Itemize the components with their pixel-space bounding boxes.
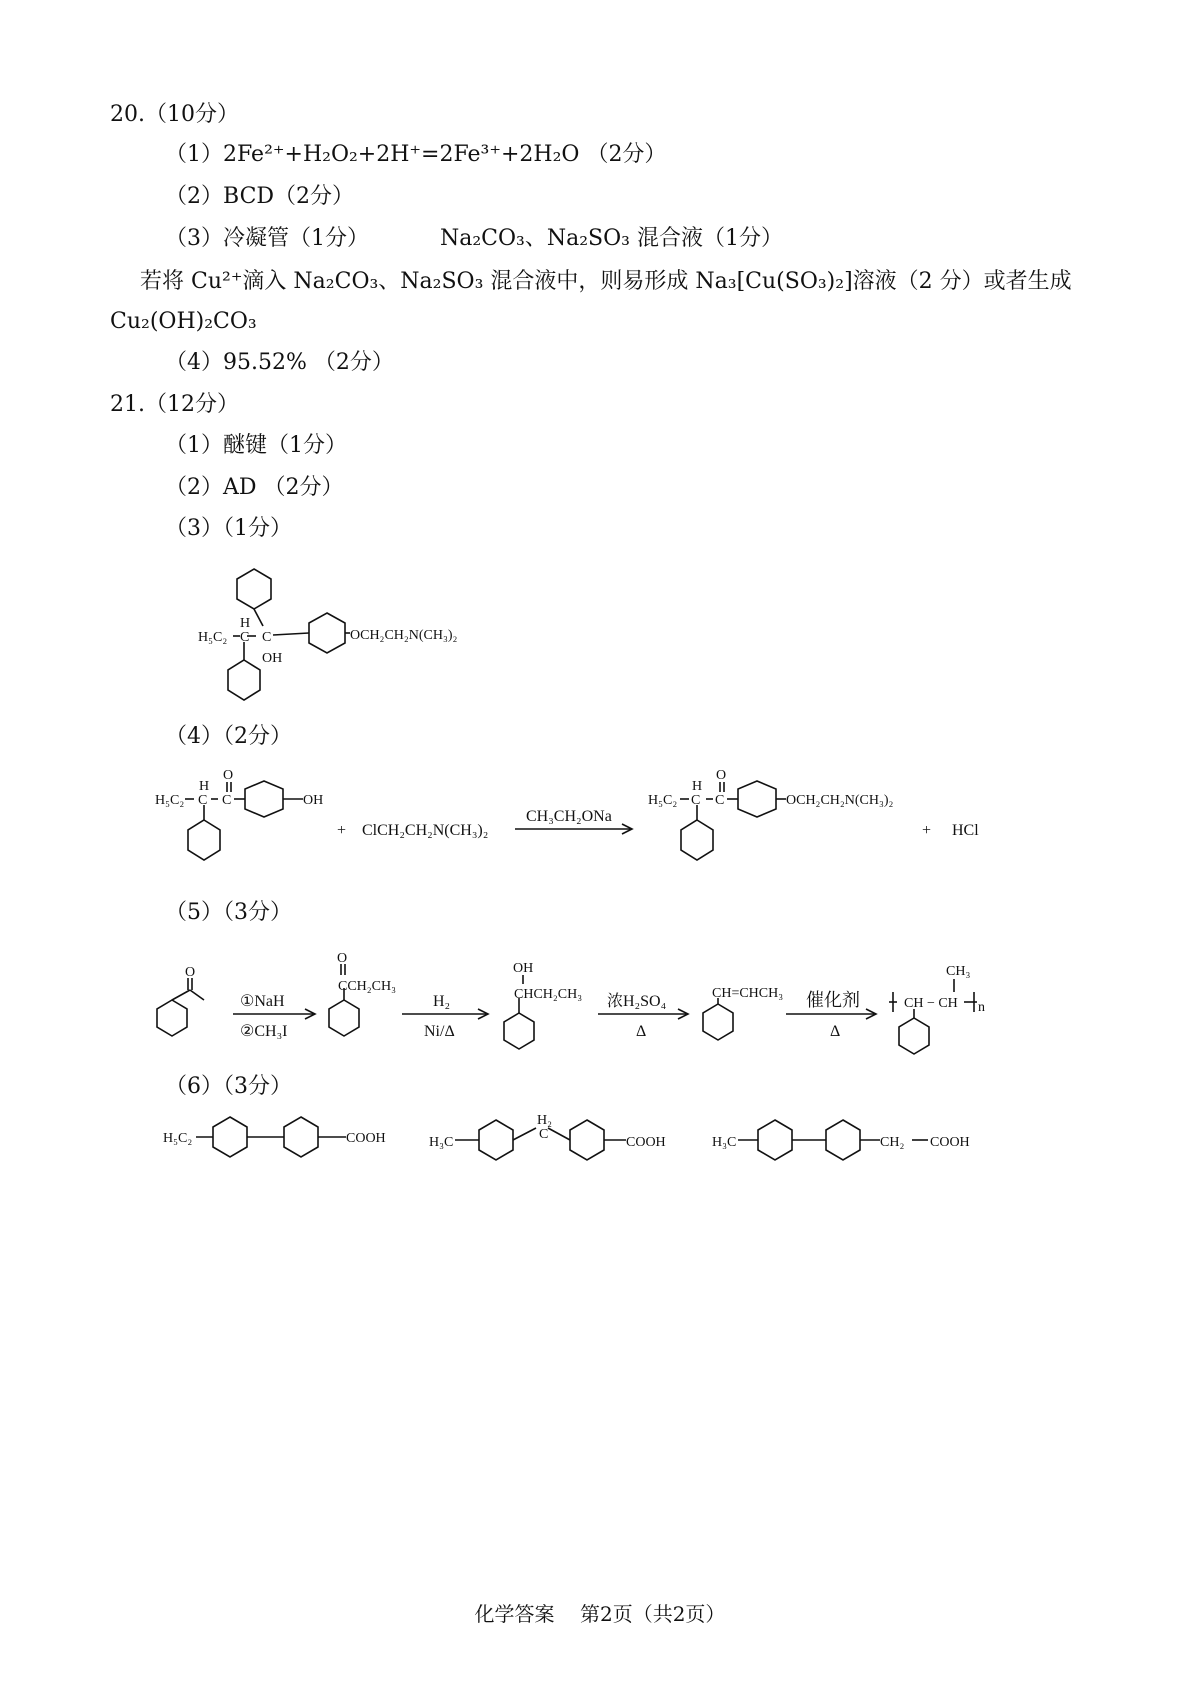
benzene-ring [570,1120,604,1160]
q21-part1: （1）醚键（1分） [165,433,347,458]
q21-part2: （2）AD （2分） [165,475,344,500]
reaction-condition: 浓H₂SO₄ [607,993,667,1010]
carboxyl-group: COOH [930,1135,970,1150]
ethyl-group: H₅C₂ [198,630,228,645]
methylene-c: C [539,1127,549,1142]
q21-title: 21.（12分） [110,392,239,417]
atom-o: O [716,768,727,783]
benzene-ring [479,1120,513,1160]
benzene-ring [245,781,283,817]
q21-part3: （3）（1分） [165,516,292,541]
benzene-ring [758,1120,792,1160]
methyl-group: H₃C [712,1135,737,1150]
benzene-ring [188,820,220,860]
atom-h: H [199,779,210,794]
ethyl-group: H₅C₂ [155,793,185,808]
benzene-ring [899,1018,929,1054]
methylene-group: CH₂ [880,1135,905,1150]
reaction-part5 [157,951,985,1054]
polymer-backbone: CH − CH [904,996,958,1011]
atom-c: C [715,793,725,808]
atom-o: O [337,951,348,966]
alkyl-chain: CHCH₂CH₃ [514,987,583,1002]
plus-sign: + [922,822,932,839]
atom-h: H [692,779,703,794]
structure-part3 [198,569,458,700]
q20-part4: （4）95.52% （2分） [165,350,394,375]
polymer-index: n [978,1000,985,1015]
ethyl-group: H₅C₂ [648,793,678,808]
q20-explanation: 若将 Cu²⁺滴入 Na₂CO₃、Na₂SO₃ 混合液中，则易形成 Na₃[Cu(SO₃)₂]溶液（2 分）或者生成 Cu₂(OH)₂CO₃ [110,269,1072,334]
side-chain: OCH₂CH₂N(CH₃)₂ [350,628,458,643]
side-chain: OCH₂CH₂N(CH₃)₂ [786,793,894,808]
reaction-condition: 催化剂 [806,990,860,1010]
methyl-group: H₃C [429,1135,454,1150]
q21-part5: （5）（3分） [165,900,292,925]
hydroxyl-group: OH [262,651,283,666]
atom-o: O [185,965,196,980]
q20-part3-a: （3）冷凝管（1分） [165,226,369,251]
q20-part2: （2）BCD（2分） [165,184,355,209]
reaction-condition: H₂ [433,993,451,1010]
benzene-ring [738,781,776,817]
q20-part1: （1）2Fe²⁺+H₂O₂+2H⁺=2Fe³⁺+2H₂O （2分） [165,142,667,167]
page-footer: 化学答案 第2页（共2页） [474,1602,726,1626]
reaction-condition: ②CH₃I [240,1023,288,1040]
alkene-chain: CH=CHCH₃ [712,986,784,1001]
atom-c: C [198,793,208,808]
benzene-ring [826,1120,860,1160]
benzene-ring [237,569,271,609]
plus-sign: + [337,822,347,839]
carboxyl-group: COOH [346,1131,386,1146]
benzene-ring [228,660,260,700]
hydroxyl-group: OH [303,793,324,808]
atom-c: C [691,793,701,808]
ethyl-group: H₅C₂ [163,1131,193,1146]
benzene-ring [681,820,713,860]
benzene-ring [284,1117,318,1157]
byproduct: HCl [952,822,979,839]
carbonyl-chain: CCH₂CH₃ [338,979,396,994]
q20-part3-b: Na₂CO₃、Na₂SO₃ 混合液（1分） [440,226,783,251]
atom-c: C [240,630,250,645]
reaction-condition: ①NaH [240,993,285,1010]
reaction-condition: Ni/Δ [424,1023,455,1040]
carboxyl-group: COOH [626,1135,666,1150]
reagent: ClCH₂CH₂N(CH₃)₂ [362,822,489,839]
benzene-ring [157,1000,187,1036]
benzene-ring [703,1004,733,1040]
benzene-ring [309,613,345,653]
reaction-condition: Δ [830,1023,841,1040]
atom-c: C [222,793,232,808]
methylene-h2: H₂ [537,1113,552,1128]
methyl-group: CH₃ [946,964,971,979]
reaction-condition: CH₃CH₂ONa [526,808,612,825]
reaction-part4 [155,768,979,860]
atom-h: H [240,616,251,631]
benzene-ring [329,1000,359,1036]
atom-o: O [223,768,234,783]
benzene-ring [504,1013,534,1049]
hydroxyl-group: OH [513,961,534,976]
q21-part6: （6）（3分） [165,1074,292,1099]
benzene-ring [213,1117,247,1157]
q20-title: 20.（10分） [110,102,239,127]
atom-c: C [262,630,272,645]
isomers-part6 [163,1113,970,1160]
reaction-condition: Δ [636,1023,647,1040]
q21-part4: （4）（2分） [165,724,292,749]
